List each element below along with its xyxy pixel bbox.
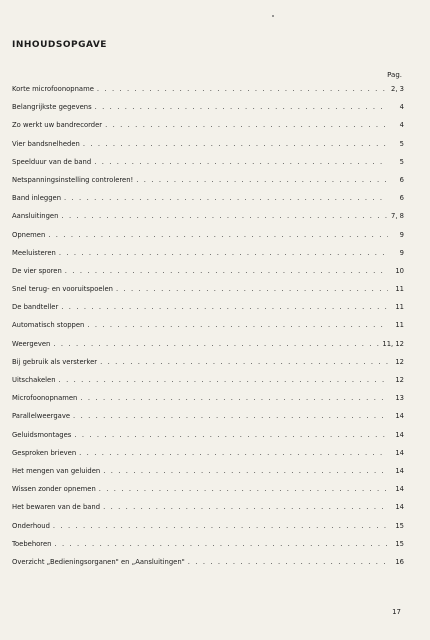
dot-leader <box>95 103 388 111</box>
dot-leader <box>61 212 388 220</box>
toc-entry-title: Belangrijkste gegevens <box>12 103 92 112</box>
toc-entry-title: Geluidsmontages <box>12 430 72 439</box>
dot-leader <box>87 321 388 329</box>
toc-entry-page: 4 <box>399 103 404 112</box>
dot-leader <box>103 467 388 475</box>
toc-entry <box>12 321 404 339</box>
toc-entry-title: Het bewaren van de band <box>12 503 101 512</box>
toc-entry-page: 14 <box>395 430 404 439</box>
toc-entry-title: Wissen zonder opnemen <box>12 485 96 494</box>
toc-entry-title: Meeluisteren <box>12 248 56 257</box>
toc-entry-title: Parallelweergave <box>12 412 71 421</box>
toc-entry-title: Vier bandsnelheden <box>12 139 80 148</box>
toc-entry-title: Het mengen van geluiden <box>12 466 101 475</box>
toc-entry-page: 15 <box>395 521 404 530</box>
toc-entry-title: Microfoonopnamen <box>12 394 78 403</box>
toc-entry-title: Overzicht „Bedieningsorganen" en „Aansluitingen" <box>12 557 185 566</box>
toc-entry <box>12 231 404 249</box>
toc-entry-title: Gesproken brieven <box>12 448 77 457</box>
toc-entry <box>12 485 404 503</box>
toc-entry <box>12 522 404 540</box>
toc-entry-page: 10 <box>395 266 404 275</box>
dot-leader <box>59 249 388 257</box>
dot-leader <box>116 285 388 293</box>
dot-leader <box>136 176 388 184</box>
toc-entry-page: 11 <box>395 285 404 294</box>
dot-leader <box>48 231 388 239</box>
toc-entry-title: Speelduur van de band <box>12 157 92 166</box>
toc-entry-page: 7, 8 <box>391 212 404 221</box>
toc-entry-title: De bandteller <box>12 303 59 312</box>
paper-speck <box>272 15 274 17</box>
toc-entry <box>12 285 404 303</box>
toc-entry <box>12 121 404 139</box>
toc-entry <box>12 449 404 467</box>
dot-leader <box>103 503 388 511</box>
toc-entry-page: 11 <box>395 321 404 330</box>
toc-entry <box>12 303 404 321</box>
dot-leader <box>99 485 388 493</box>
toc-entry <box>12 412 404 430</box>
toc-entry-page: 5 <box>399 139 404 148</box>
dot-leader <box>53 340 380 348</box>
toc-entry-page: 9 <box>399 248 404 257</box>
toc-entry-page: 14 <box>395 503 404 512</box>
dot-leader <box>79 449 388 457</box>
toc-entry <box>12 358 404 376</box>
table-of-contents <box>12 85 404 576</box>
toc-entry-page: 11, 12 <box>382 339 404 348</box>
toc-entry-page: 6 <box>399 194 404 203</box>
dot-leader <box>94 158 388 166</box>
dot-leader <box>105 121 388 129</box>
toc-entry-page: 14 <box>395 466 404 475</box>
toc-entry-page: 12 <box>395 376 404 384</box>
toc-entry-title: Snel terug- en vooruitspoelen <box>12 285 113 294</box>
toc-entry-title: Bij gebruik als versterker <box>12 357 98 366</box>
dot-leader <box>73 412 388 420</box>
toc-entry <box>12 267 404 285</box>
dot-leader <box>97 85 388 93</box>
toc-entry-title: Zo werkt uw bandrecorder <box>12 121 103 130</box>
toc-entry-page: 6 <box>399 175 404 184</box>
toc-entry-page: 2, 3 <box>391 85 404 93</box>
toc-entry-title: Weergeven <box>12 339 51 348</box>
toc-entry <box>12 558 404 576</box>
toc-entry-title: Toebehoren <box>12 539 52 548</box>
toc-entry-page: 14 <box>395 448 404 457</box>
dot-leader <box>54 540 388 548</box>
toc-entry <box>12 176 404 194</box>
toc-entry-page: 12 <box>395 357 404 366</box>
toc-entry-page: 4 <box>399 121 404 130</box>
toc-entry <box>12 467 404 485</box>
page-column-label: Pag. <box>387 71 402 79</box>
toc-entry-title: De vier sporen <box>12 266 62 275</box>
dot-leader <box>100 358 388 366</box>
toc-entry-title: Opnemen <box>12 230 46 239</box>
toc-entry-page: 13 <box>395 394 404 403</box>
toc-entry <box>12 540 404 558</box>
dot-leader <box>80 394 388 402</box>
toc-entry <box>12 103 404 121</box>
dot-leader <box>64 194 388 202</box>
dot-leader <box>59 376 388 384</box>
toc-entry-title: Onderhoud <box>12 521 50 530</box>
dot-leader <box>53 522 388 530</box>
toc-entry <box>12 431 404 449</box>
toc-entry <box>12 212 404 230</box>
toc-entry <box>12 158 404 176</box>
toc-entry-title: Band inleggen <box>12 194 61 203</box>
toc-entry-title: Korte microfoonopname <box>12 85 94 93</box>
page-number: 17 <box>392 608 401 616</box>
toc-entry <box>12 503 404 521</box>
toc-entry-page: 16 <box>395 557 404 566</box>
toc-entry <box>12 340 404 358</box>
toc-entry <box>12 394 404 412</box>
toc-entry-page: 15 <box>395 539 404 548</box>
toc-entry <box>12 140 404 158</box>
toc-entry <box>12 85 404 103</box>
toc-entry <box>12 249 404 267</box>
dot-leader <box>83 140 388 148</box>
toc-entry-page: 5 <box>399 157 404 166</box>
dot-leader <box>61 303 388 311</box>
toc-entry-title: Uitschakelen <box>12 376 56 384</box>
toc-entry-title: Automatisch stoppen <box>12 321 85 330</box>
page-title: INHOUDSOPGAVE <box>12 40 107 50</box>
toc-entry-title: Netspanningsinstelling controleren! <box>12 175 134 184</box>
toc-entry-page: 11 <box>395 303 404 312</box>
toc-entry <box>12 376 404 394</box>
dot-leader <box>65 267 388 275</box>
dot-leader <box>74 431 388 439</box>
dot-leader <box>188 558 388 566</box>
toc-entry-page: 9 <box>399 230 404 239</box>
toc-entry-title: Aansluitingen <box>12 212 59 221</box>
toc-entry-page: 14 <box>395 412 404 421</box>
toc-entry <box>12 194 404 212</box>
toc-entry-page: 14 <box>395 485 404 494</box>
